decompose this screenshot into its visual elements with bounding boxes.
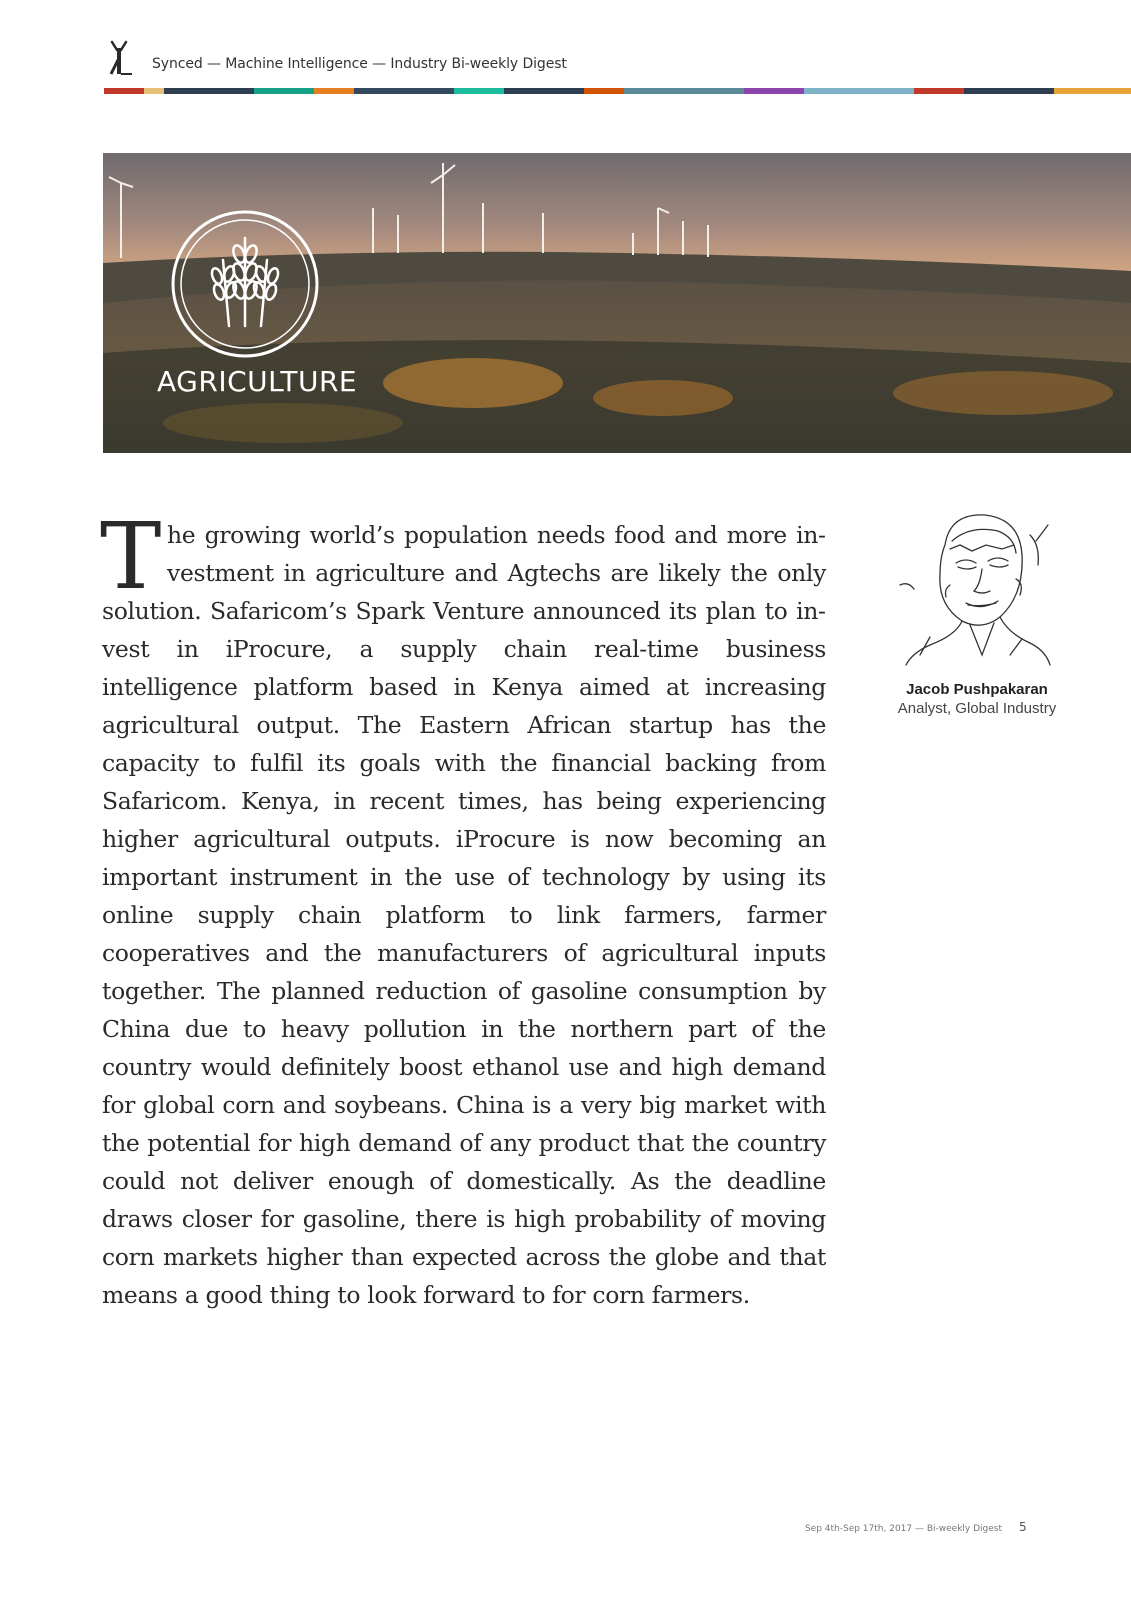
- section-label: AGRICULTURE: [157, 365, 358, 398]
- publication-title: Synced — Machine Intelligence — Industry Bi-weekly Digest: [152, 56, 567, 72]
- stripe-segment: [1054, 88, 1131, 94]
- stripe-segment: [914, 88, 964, 94]
- stripe-segment: [254, 88, 314, 94]
- stripe-segment: [504, 88, 584, 94]
- author-name: Jacob Pushpakaran: [906, 681, 1048, 698]
- drop-cap: T: [100, 503, 162, 610]
- stripe-segment: [314, 88, 354, 94]
- wheat-icon: [169, 208, 321, 360]
- header-color-stripe: [104, 88, 1131, 94]
- author-portrait: [890, 505, 1060, 670]
- stripe-segment: [164, 88, 254, 94]
- stripe-segment: [354, 88, 454, 94]
- stripe-segment: [624, 88, 744, 94]
- synced-logo-icon: [104, 40, 134, 78]
- article-text: he growing world’s population needs food and more investment in agriculture and Agtechs are likely the only solution. Safaricom’s Spark Venture announced its plan to invest in iProcure, a supply chain real-time business intelligence platform based in Kenya aimed at increasing agricultural output. The Eastern African startup has the capacity to fulfil its goals with the financial backing from Safaricom. Kenya, in recent times, has being experiencing higher agricultural outputs. iProcure is now becoming an important instrument in the use of technology by using its online supply chain platform to link farmers, farmer cooperatives and the manufacturers of agricultural inputs together. The planned reduction of gasoline consumption by China due to heavy pollution in the northern part of the country would definitely boost ethanol use and high demand for global corn and soybeans. China is a very big market with the potential for high demand of any product that the country could not deliver enough of domestically. As the deadline draws closer for gasoline, there is high probability of moving corn markets higher than expected across the globe and that means a good thing to look forward to for corn farmers.: [102, 521, 826, 1309]
- issue-info: Sep 4th-Sep 17th, 2017 — Bi-weekly Digest: [804, 1524, 1002, 1534]
- article-body: [100, 503, 826, 1314]
- page-number: 5: [1019, 1520, 1027, 1534]
- stripe-segment: [454, 88, 504, 94]
- stripe-segment: [584, 88, 624, 94]
- agriculture-banner: [103, 153, 1131, 453]
- author-role: Analyst, Global Industry: [897, 700, 1057, 717]
- stripe-segment: [104, 88, 144, 94]
- stripe-segment: [144, 88, 164, 94]
- stripe-segment: [744, 88, 804, 94]
- stripe-segment: [804, 88, 914, 94]
- stripe-segment: [964, 88, 1054, 94]
